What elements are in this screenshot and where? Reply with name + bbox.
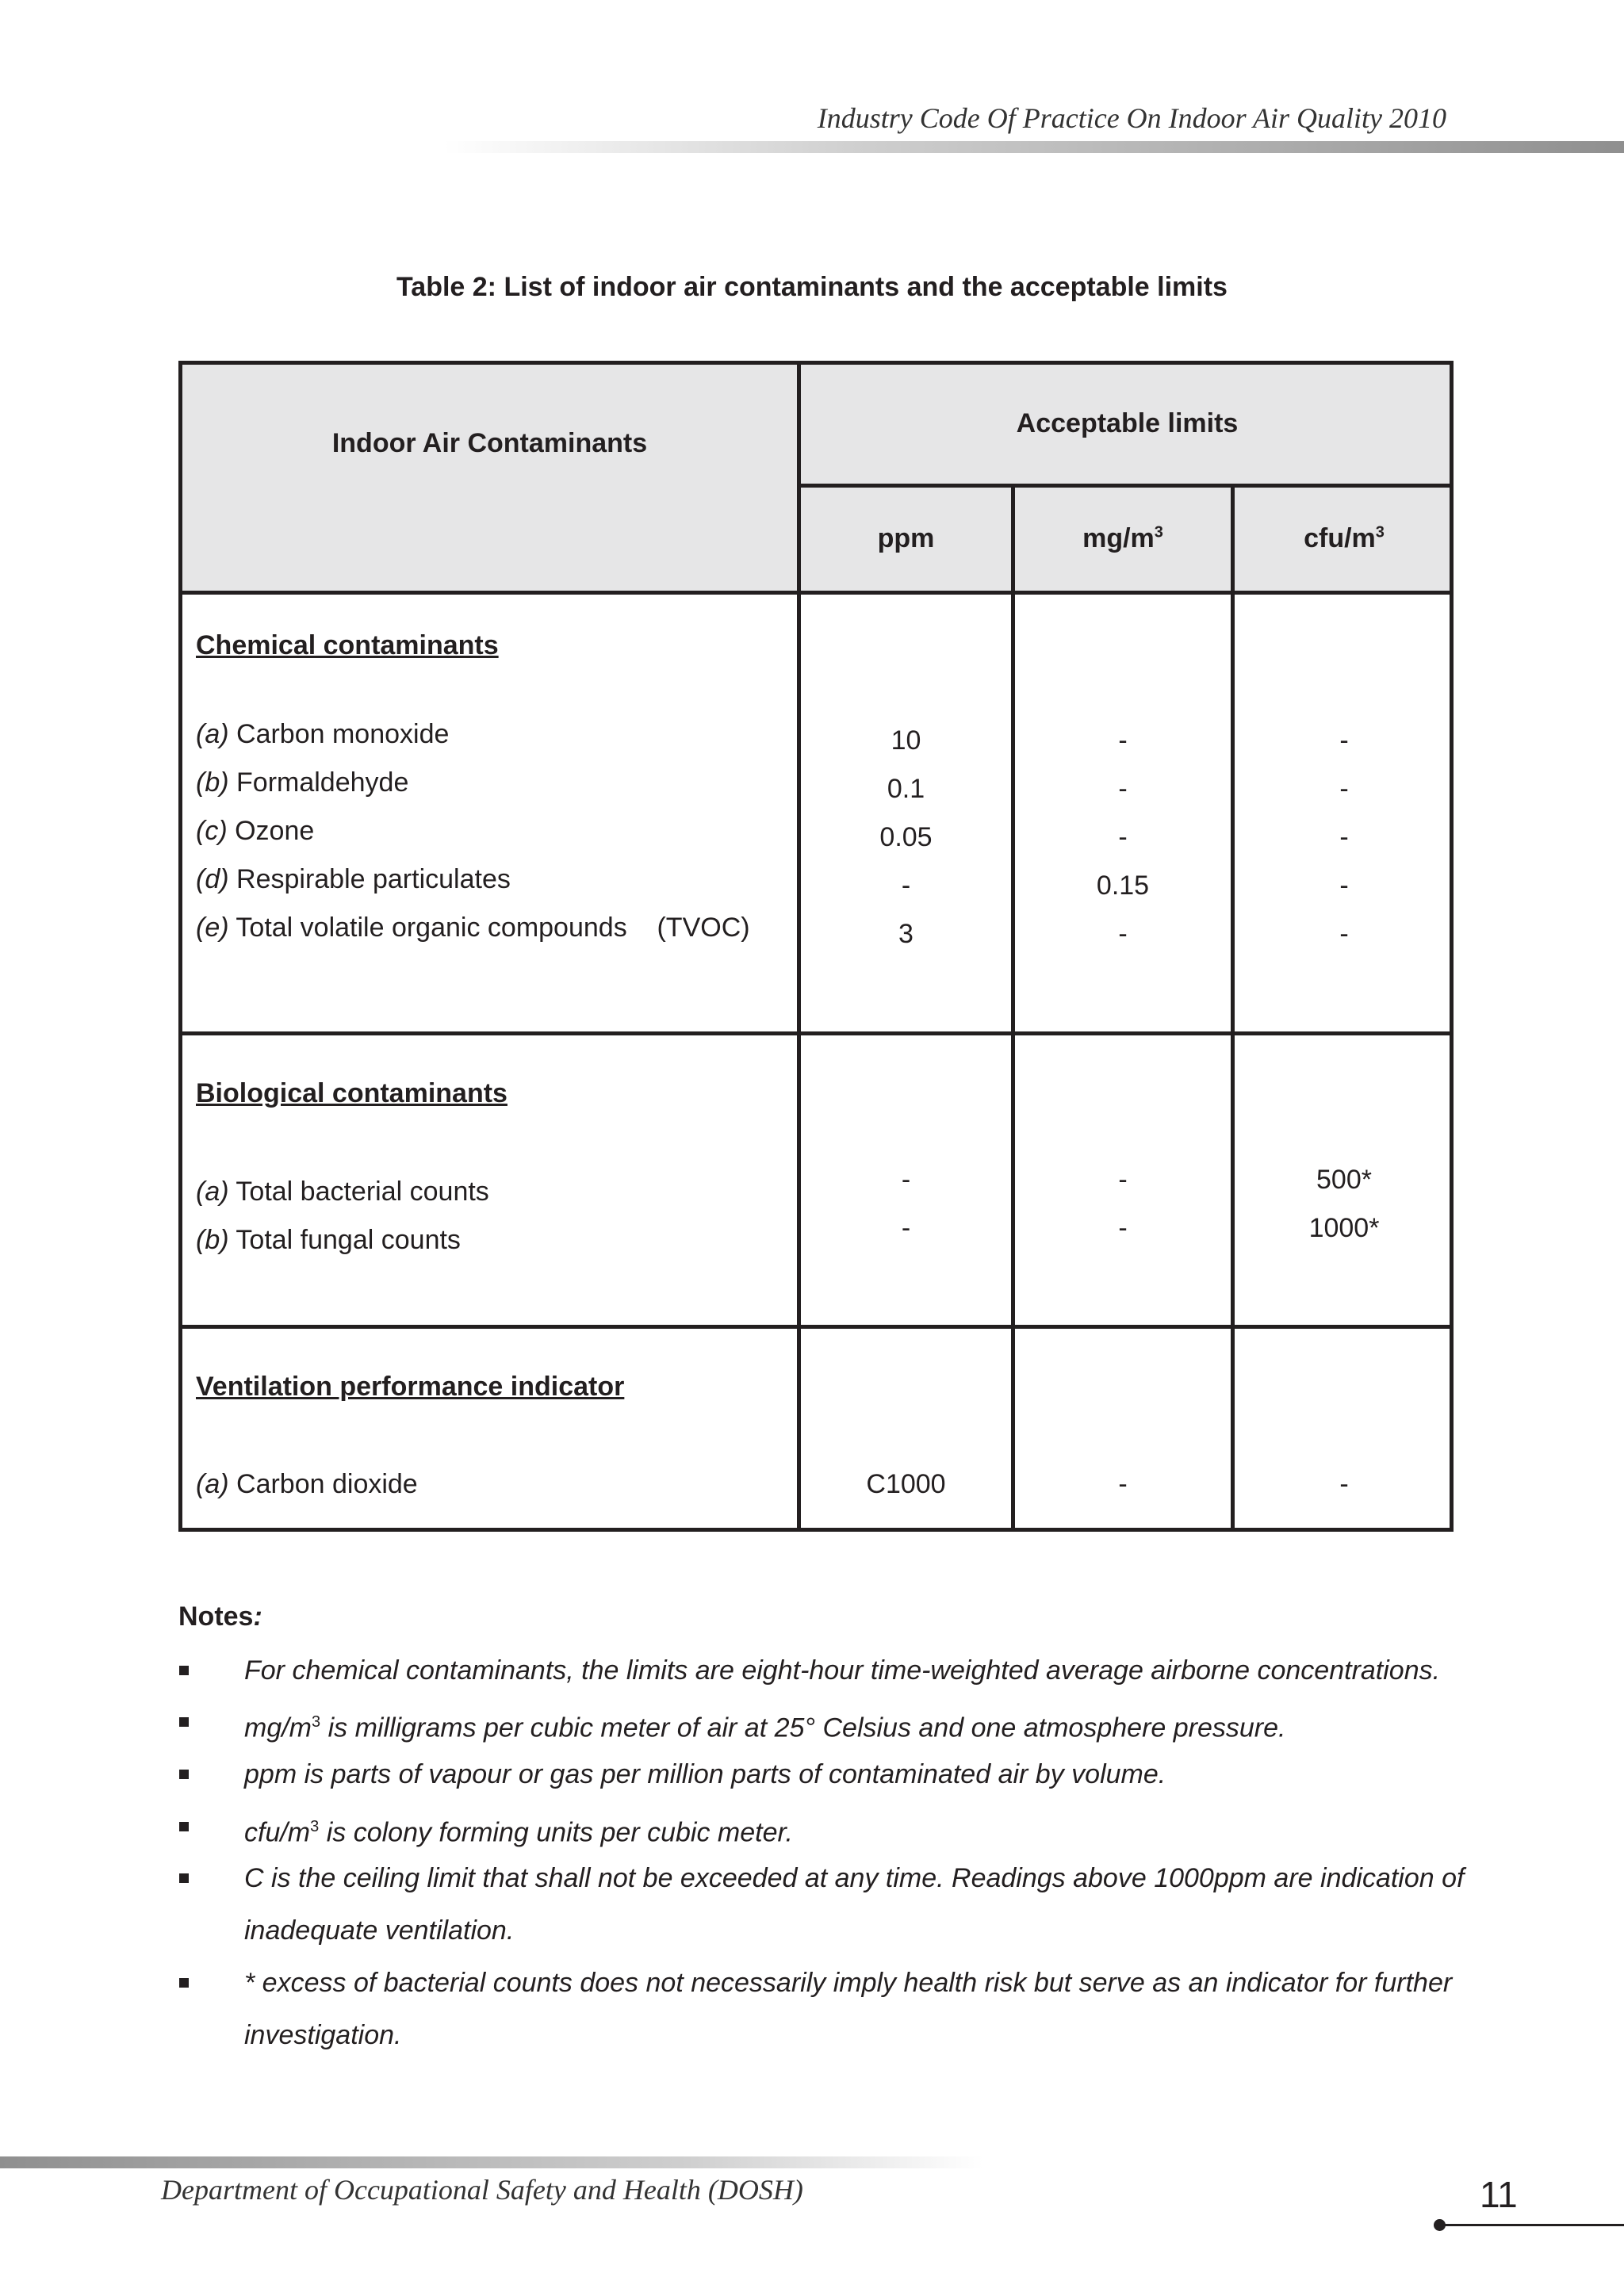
header-gradient-bar [444,141,1624,153]
note-item: * excess of bacterial counts does not necessarily imply health risk but serve as an indicator for further investigation. [244,1968,1453,2050]
value-cfu: 1000* [1308,1213,1380,1243]
value-ppm: 3 [898,919,914,949]
bullet-icon [179,1978,189,1988]
note-item: ppm is parts of vapour or gas per million parts of contaminated air by volume. [244,1759,1166,1789]
page-number-dot [1434,2219,1446,2231]
value-mg: - [1118,725,1128,756]
row-total-fungal-counts: (b) Total fungal counts [196,1225,461,1255]
bullet-icon [179,1822,189,1831]
row-divider [797,484,1450,488]
value-ppm: - [901,1213,911,1243]
value-mg: 0.15 [1096,871,1150,901]
header-mg-per-m3: $mg/m^3$ [1082,523,1163,553]
value-cfu: - [1339,1469,1349,1499]
bullet-icon [179,1717,189,1727]
bullet-icon [179,1666,189,1675]
page-number-rule [1440,2224,1624,2226]
value-mg: - [1118,774,1128,804]
value-cfu: - [1339,871,1349,901]
row-ozone: (c) Ozone [196,816,315,846]
header-cfu-per-m3: cfu/$m^3$ [1304,523,1385,553]
footer-gradient-bar [0,2156,983,2168]
value-mg: - [1118,1213,1128,1243]
section-title-ventilation: Ventilation performance indicator [196,1372,625,1402]
page-number: 11 [1480,2174,1518,2215]
section-title-biological: Biological contaminants [196,1078,508,1108]
value-mg: - [1118,919,1128,949]
value-mg: - [1118,1469,1128,1499]
table-caption: Table 2: List of indoor air contaminants and the acceptable limits [396,272,1228,302]
note-item: C is the ceiling limit that shall not be exceeded at any time. Readings above 1000ppm are indication of inadequate ventilation. [244,1863,1465,1946]
row-divider [182,591,1450,595]
row-divider [182,1031,1450,1035]
value-ppm: - [901,1165,911,1195]
value-ppm: C1000 [866,1469,946,1499]
note-item: cfu/$m^3$ is colony forming units per cubic meter. [244,1817,794,1848]
contaminants-table [178,361,1454,1532]
bullet-icon [179,1873,189,1883]
header-acceptable-limits: Acceptable limits [1016,408,1239,438]
header-ppm: ppm [877,523,935,553]
value-cfu: - [1339,919,1349,949]
footer-organization: Department of Occupational Safety and Health (DOSH) [161,2174,803,2206]
value-cfu: - [1339,725,1349,756]
row-divider [182,1325,1450,1329]
column-divider [1011,484,1015,1528]
value-cfu: - [1339,822,1349,852]
column-divider [1231,484,1235,1528]
row-respirable-particulates: (d) Respirable particulates [196,864,511,894]
value-ppm: 10 [891,725,921,756]
value-mg: - [1118,1165,1128,1195]
row-carbon-monoxide: (a) Carbon monoxide [196,719,450,749]
value-ppm: 0.1 [887,774,925,804]
header-indoor-air-contaminants: Indoor Air Contaminants [331,428,648,458]
value-cfu: 500* [1316,1165,1372,1195]
notes-title: Notes: [178,1601,262,1632]
section-title-chemical: Chemical contaminants [196,630,499,660]
row-carbon-dioxide: (a) Carbon dioxide [196,1469,418,1499]
bullet-icon [179,1770,189,1779]
row-formaldehyde: (b) Formaldehyde [196,767,409,798]
table-header-background [182,365,1450,591]
value-ppm: - [901,871,911,901]
note-item: $mg/m^3$ is milligrams per cubic meter of air at 25° Celsius and one atmosphere pressure. [244,1712,1286,1743]
value-ppm: 0.05 [879,822,933,852]
value-cfu: - [1339,774,1349,804]
row-tvoc: (e) Total volatile organic compounds (TVOC) [196,913,750,943]
row-total-bacterial-counts: (a) Total bacterial counts [196,1177,489,1207]
note-item: For chemical contaminants, the limits are eight-hour time-weighted average airborne concentrations. [244,1655,1441,1686]
value-mg: - [1118,822,1128,852]
running-header: Industry Code Of Practice On Indoor Air Quality 2010 [817,102,1446,134]
